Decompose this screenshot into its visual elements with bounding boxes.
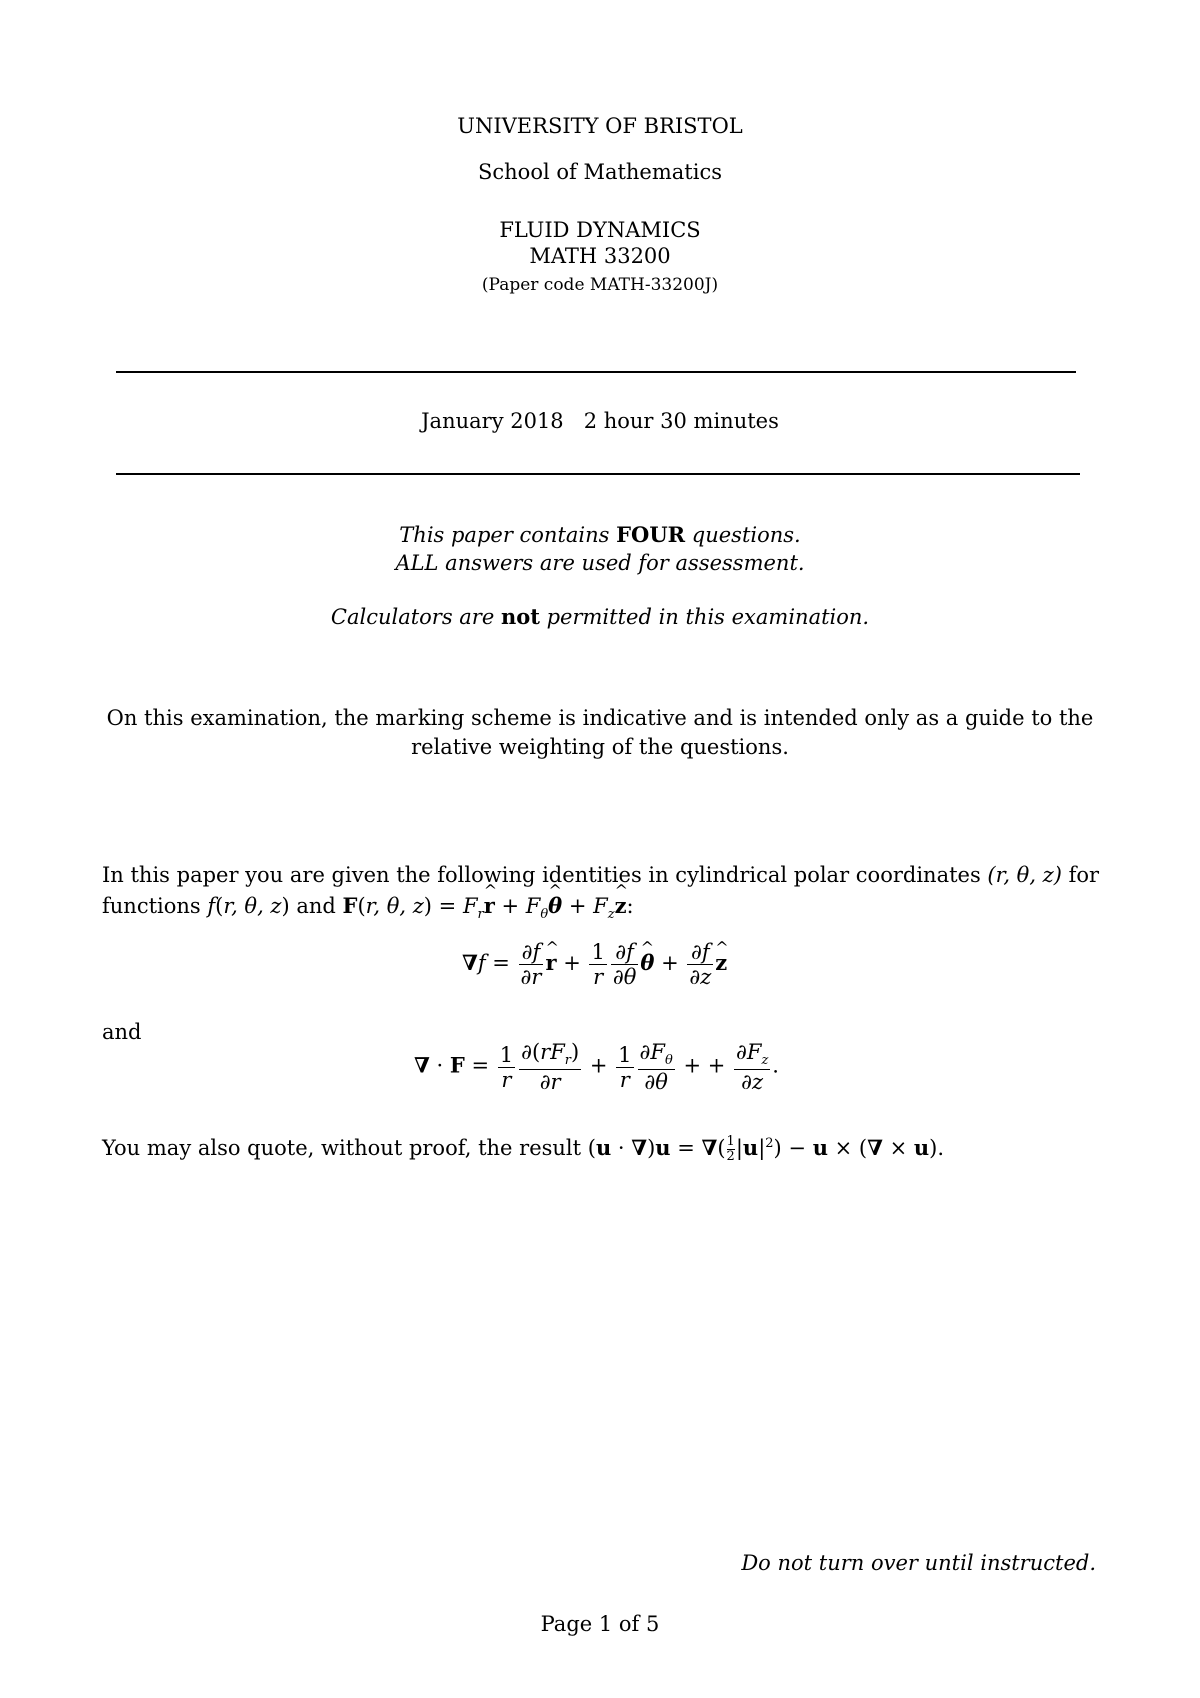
coordinates: (r, θ, z) [987, 863, 1062, 887]
gradient-identity: ∇f = $\frac{\partial f}{\partial r}$ ^ r + $\frac{1}{r}$ $\frac{\partial f}{\partial\theta}$ ^ θ + $\frac{\partial f}{\partial z}$ ^ z [462, 940, 727, 989]
school-name: School of Mathematics [478, 160, 722, 184]
identities-intro-text: In this paper you are given the following identities in cylindrical polar coordinates [102, 863, 988, 887]
course-title: FLUID DYNAMICS [499, 218, 701, 242]
identities-intro-for: for [1061, 863, 1100, 887]
divergence-identity: ∇ · F = $\frac{1}{r}$ $\frac{\partial(rF_r)}{\partial r}$ + $\frac{1}{r}$ $\frac{\partial F_\theta}{\partial\theta}$ + + $\frac{\partial F_z}{\partial z}$ . [414, 1040, 779, 1095]
functions-word: functions [102, 894, 208, 918]
page-number: Page 1 of 5 [540, 1612, 660, 1636]
question-count: FOUR [616, 522, 686, 547]
course-code: MATH 33200 [529, 244, 671, 268]
bottom-divider [116, 473, 1080, 475]
do-not-turn-notice: Do not turn over until instructed. [741, 1551, 1096, 1575]
question-count-suffix: questions. [685, 523, 801, 547]
question-count-prefix: This paper contains [399, 523, 617, 547]
marking-scheme-line1: On this examination, the marking scheme is indicative and is intended only as a guide to the [106, 706, 1094, 730]
paper-code: (Paper code MATH-33200J) [481, 275, 719, 295]
assessment-notice: ALL answers are used for assessment. [395, 551, 805, 575]
university-name: UNIVERSITY OF BRISTOL [457, 114, 743, 138]
top-divider [116, 371, 1076, 373]
quote-text: You may also quote, without proof, the result [102, 1136, 588, 1160]
question-count-notice [0, 522, 1200, 547]
calculator-notice [0, 604, 1200, 629]
calculator-not: not [500, 604, 540, 629]
identities-intro-line2: functions f(r, θ, z) and F(r, θ, $z) = F_r\^{}$ $r + F_\theta\^{}$ $\theta + F_z\^{}$ z: [102, 893, 634, 922]
and-word: and [102, 1020, 142, 1044]
calculator-prefix: Calculators are [330, 605, 501, 629]
identities-intro-line1 [102, 863, 1099, 887]
exam-date-duration: January 2018 2 hour 30 minutes [421, 409, 779, 433]
marking-scheme-line2: relative weighting of the questions. [411, 735, 789, 759]
quote-result: You may also quote, without proof, the result (u · ∇)u = ∇( $\frac{1}{2}$ $|u|^2) - u$ × (∇ × u). [102, 1134, 945, 1164]
and-conjunction: and [289, 894, 343, 918]
calculator-suffix: permitted in this examination. [539, 605, 870, 629]
